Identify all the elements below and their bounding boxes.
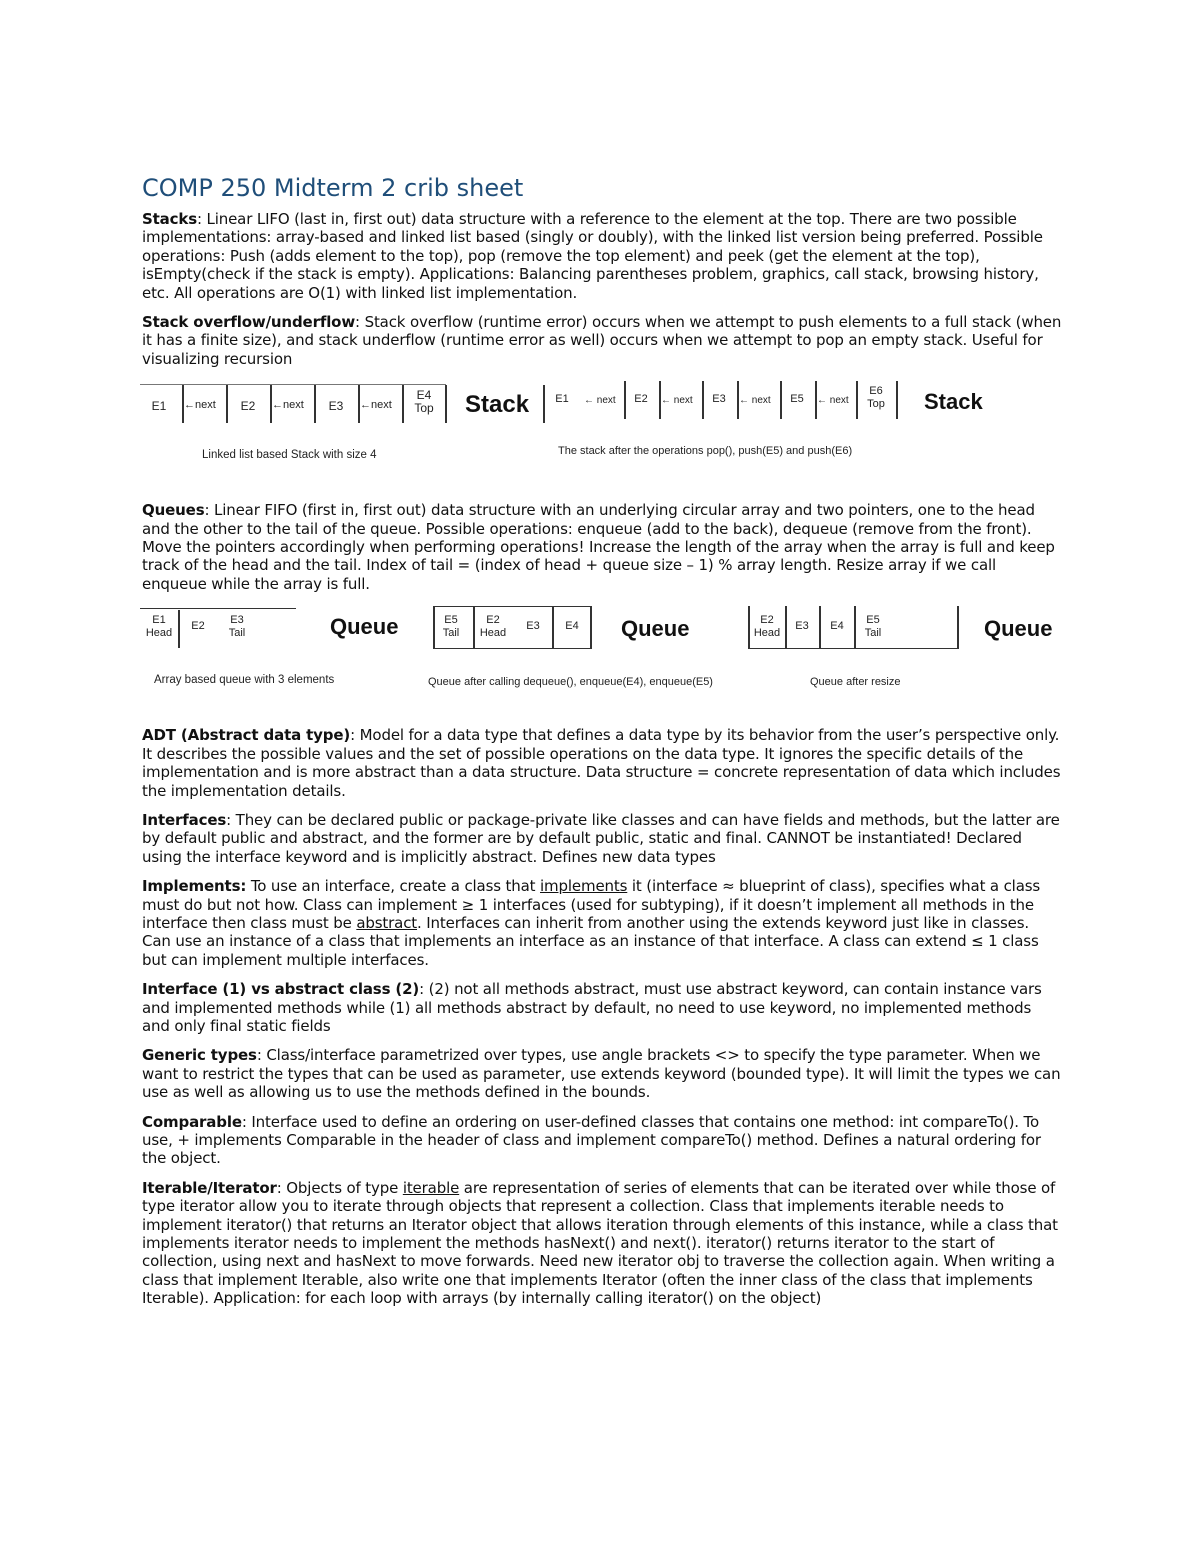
term-generic: Generic types (142, 1046, 257, 1065)
stack-left-top-cell (404, 389, 444, 415)
queue-c-label: Queue (984, 616, 1053, 642)
underlined-implements: implements (540, 877, 628, 896)
stack-right-label: Stack (924, 389, 983, 415)
stack-left-caption: Linked list based Stack with size 4 (202, 449, 377, 462)
queue-c-caption: Queue after resize (810, 676, 901, 689)
stack-right-cell-2: E2 (634, 393, 648, 406)
queue-b-tail-label: Tail (442, 627, 460, 640)
queue-a-head-label: Head (145, 627, 173, 640)
text-implements-3: . Interfaces can inherit from another using the extends keyword just like in classes. Can use an instance of a class that implements an interface as an instance of that interface. A class can extend ≤ 1 class but can implement multiple interfaces. (142, 913, 1039, 969)
underlined-abstract: abstract (356, 913, 418, 932)
term-iterable: Iterable/Iterator (142, 1178, 277, 1197)
stack-left-arrow-1: ←next (184, 399, 216, 412)
stack-left-top-value: E4 (416, 388, 432, 403)
section-queues (142, 501, 1062, 593)
queue-c-head-cell (750, 614, 784, 640)
queue-b-tail-cell (436, 614, 466, 640)
queue-b-divider (433, 606, 435, 649)
page-title: COMP 250 Midterm 2 crib sheet (142, 174, 524, 202)
stack-right-cell-1: E1 (555, 393, 569, 406)
underlined-iterable: iterable (402, 1178, 460, 1197)
stack-right-arrow-3: ← next (739, 395, 771, 407)
stack-left-cell-2: E2 (240, 399, 256, 414)
queue-b-head-label: Head (479, 627, 507, 640)
text-iterable-2: are representation of series of elements that can be iterated over while those of type iterator allow you to iterate through objects that represent a collection. Class that implements iterable needs to implement iterator() that returns an Iterator object that allows iteration through elements of this instance, while a class that implements iterator needs to implement the methods hasNext() and next(). iterator() returns iterator to the start of collection, using next and hasNext to move forwards. Need new iterator obj to traverse the collection again. When writing a class that implement Iterable, also write one that implements Iterator (often the inner class of the class that implements Iterable). Application: for each loop with arrays (by internally calling iterator() on the object) (142, 1178, 1058, 1308)
term-interfaces: Interfaces (142, 810, 227, 829)
text-overflow: : Stack overflow (runtime error) occurs when we attempt to push elements to a full stack (when it has a finite size), and stack underflow (runtime error as well) occurs when we attempt to pop an empty stack. Useful for visualizing recursion (142, 313, 1062, 368)
text-iterable-1: : Objects of type (276, 1178, 403, 1197)
section-stacks (142, 210, 1062, 302)
queue-a-tail-value: E3 (230, 614, 244, 627)
stack-left-end-divider (543, 385, 545, 423)
queue-c-cell-3: E4 (830, 620, 844, 633)
stack-right-cell-3: E3 (712, 393, 726, 406)
stack-left-label: Stack (465, 391, 530, 419)
stack-right-divider (896, 381, 898, 419)
text-comparable: : Interface used to define an ordering on user-defined classes that contains one method: int compareTo(). To use, + implements Comparable in the header of class and implement compareTo() method. Defines a natural ordering for the object. (142, 1112, 1041, 1168)
stack-right-arrow-2: ← next (661, 395, 693, 407)
queue-b-tail-value: E5 (444, 614, 458, 627)
queue-a-tail-label: Tail (228, 627, 246, 640)
section-interfaces (142, 811, 1062, 866)
section-iterable (142, 1179, 1062, 1308)
queue-a-head-value: E1 (152, 614, 166, 627)
queue-b-top-border (433, 606, 591, 607)
text-adt: : Model for a data type that defines a data type by its behavior from the user’s perspective only. It describes the possible values and the set of possible operations on the data type. It ignores the specific details of the implementation and is more abstract than a data structure. Data structure = concrete representation of data which includes the implementation details. (142, 726, 1061, 800)
term-comparable: Comparable (142, 1112, 242, 1131)
section-overflow (142, 313, 1062, 368)
text-stacks: : Linear LIFO (last in, first out) data structure with a reference to the element at the top. There are two possible implementations: array-based and linked list based (singly or doubly), with the linked list version being preferred. Possible operations: Push (adds element to the top), pop (remove the top element) and peek (get the element at the top), isEmpty(check if the stack is empty). Applications: Balancing parentheses problem, graphics, call stack, browsing history, etc. All operations are O(1) with linked list implementation. (142, 210, 1043, 302)
queue-b-cell-4: E4 (565, 620, 579, 633)
stack-left-top-border (140, 384, 446, 385)
text-implements-1: To use an interface, create a class that (246, 877, 541, 896)
text-implements-2: it (interface ≈ blueprint of class), specifies what a class must do but not how. Class can implement ≥ 1 interfaces (used for subtyping), if it doesn’t implement all methods in the interface then class must be (142, 877, 1041, 932)
stack-right-top-label: Top (867, 398, 885, 411)
queue-c-divider (957, 606, 959, 649)
text-queues: : Linear FIFO (first in, first out) data structure with an underlying circular array and two pointers, one to the head and the other to the tail of the queue. Possible operations: enqueue (add to the back), dequeue (remove from the front). Move the pointers accordingly when performing operations! Increase the length of the array when the array is full and keep track of the head and the tail. Index of tail = (index of head + queue size – 1) % array length. Resize array if we call enqueue while the array is full. (142, 501, 1055, 593)
stack-figure (140, 379, 1062, 495)
stack-right-arrow-1: ← next (584, 395, 616, 407)
text-generic: : Class/interface parametrized over types, use angle brackets <> to specify the type parameter. When we want to restrict the types that can be used as parameter, use extends keyword (bounded type). It will limit the types we can use as well as allowing us to use the methods defined in the bounds. (142, 1046, 1061, 1102)
text-abstract: : (2) not all methods abstract, must use abstract keyword, can contain instance vars and implemented methods while (1) all methods abstract by default, no need to use keyword, no implemented methods and only final static fields (142, 980, 1042, 1035)
stack-right-cell-4: E5 (790, 393, 804, 406)
queue-a-top-border (140, 608, 296, 609)
queue-c-bottom-border (748, 648, 958, 649)
queue-a-caption: Array based queue with 3 elements (154, 674, 335, 687)
queue-b-head-value: E2 (486, 614, 500, 627)
queue-a-tail-cell (220, 614, 254, 640)
section-abstract (142, 980, 1062, 1035)
stack-left-cell-3: E3 (328, 399, 344, 414)
document-page (142, 172, 1062, 1319)
queue-b-bottom-border (433, 648, 591, 649)
queue-c-tail-cell (856, 614, 890, 640)
term-overflow: Stack overflow/underflow (142, 313, 356, 332)
term-implements: Implements: (142, 877, 247, 896)
queue-c-tail-label: Tail (864, 627, 882, 640)
stack-right-caption: The stack after the operations pop(), push(E5) and push(E6) (558, 445, 853, 458)
section-implements (142, 877, 1062, 969)
queue-b-head-cell (475, 614, 511, 640)
queue-b-divider (590, 606, 592, 649)
queue-a-label: Queue (330, 614, 399, 640)
section-generic (142, 1046, 1062, 1101)
stack-left-arrow-2: ←next (272, 399, 304, 412)
queue-c-head-value: E2 (760, 614, 774, 627)
stack-right-arrow-4: ← next (817, 395, 849, 407)
queue-b-label: Queue (621, 616, 690, 642)
stack-left-arrow-3: ←next (360, 399, 392, 412)
stack-right-top-value: E6 (869, 385, 883, 398)
section-comparable (142, 1113, 1062, 1168)
stack-right-top-cell (858, 385, 894, 411)
term-stacks: Stacks (142, 210, 197, 228)
stack-left-top-label: Top (414, 401, 434, 416)
queue-a-head-cell (142, 614, 176, 640)
term-adt: ADT (Abstract data type) (142, 726, 351, 745)
text-interfaces: : They can be declared public or package-private like classes and can have fields and methods, but the latter are by default public and abstract, and the former are by default public, static and final. CANNOT be instantiated! Declared using the interface keyword and is implicitly abstract. Defines new data types (142, 810, 1060, 866)
queue-c-cell-2: E3 (795, 620, 809, 633)
queue-a-mid-cell: E2 (191, 620, 205, 633)
term-queues: Queues (142, 501, 205, 520)
queue-b-caption: Queue after calling dequeue(), enqueue(E4), enqueue(E5) (428, 676, 713, 689)
queue-c-tail-value: E5 (866, 614, 880, 627)
term-abstract: Interface (1) vs abstract class (2) (142, 980, 420, 999)
queue-b-cell-3: E3 (526, 620, 540, 633)
stack-left-cell-1: E1 (151, 399, 167, 414)
stack-left-divider (445, 385, 447, 423)
section-adt (142, 726, 1062, 800)
queue-c-head-label: Head (753, 627, 781, 640)
queue-figure (140, 604, 1062, 716)
